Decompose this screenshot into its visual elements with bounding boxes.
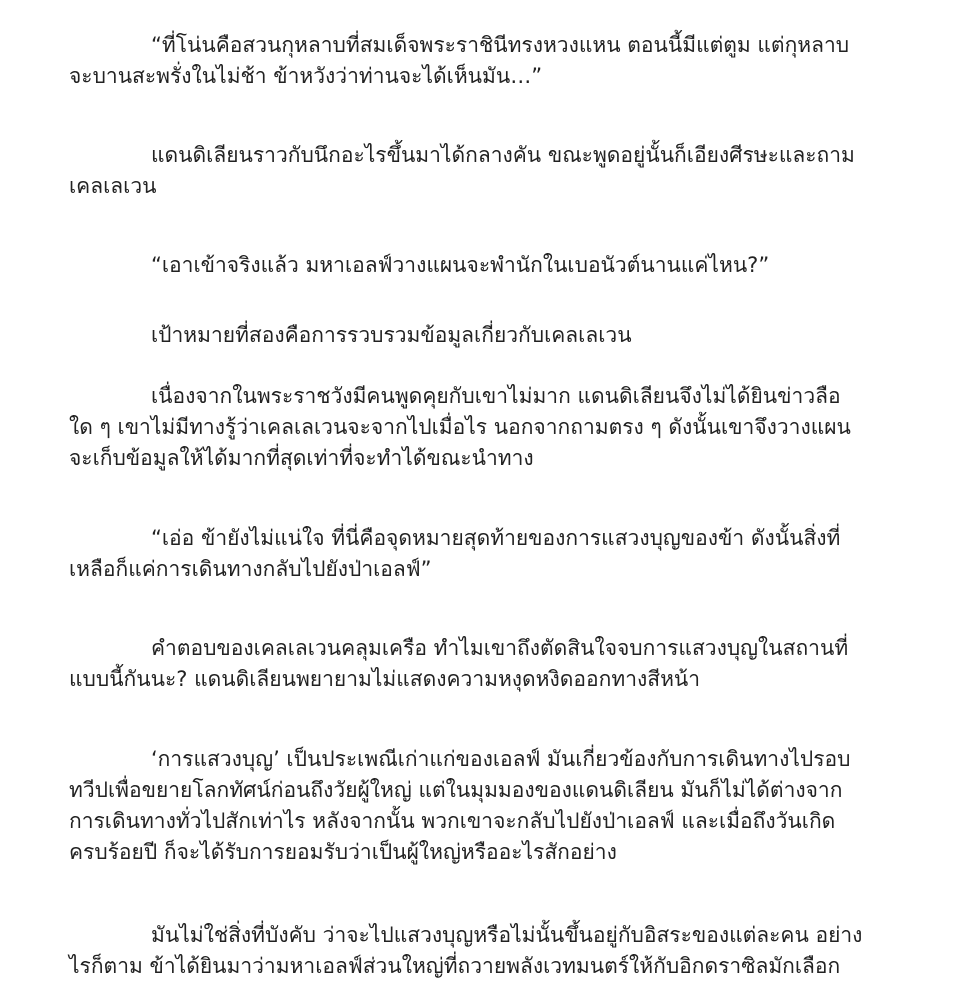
text-line: การเดินทางทั่วไปสักเท่าไร หลังจากนั้น พวกเขาจะกลับไปยังป่าเอลฟ์ และเมื่อถึงวันเกิด — [69, 809, 836, 833]
text-line: จะเก็บข้อมูลให้ได้มากที่สุดเท่าที่จะทำได้ขณะนำทาง — [69, 446, 534, 470]
paragraph-not-mandatory — [69, 920, 929, 982]
paragraph-kellevan-answer — [69, 523, 929, 585]
paragraph-dandelion-asks — [69, 140, 929, 202]
text-line: แบบนี้กันนะ? แดนดิเลียนพยายามไม่แสดงความหงุดหงิดออกทางสีหน้า — [69, 667, 701, 691]
text-line: ‘การแสวงบุญ’ เป็นประเพณีเก่าแก่ของเอลฟ์ มันเกี่ยวข้องกับการเดินทางไปรอบ — [151, 747, 851, 771]
text-line: เป้าหมายที่สองคือการรวบรวมข้อมูลเกี่ยวกับเคลเลเวน — [151, 323, 632, 347]
text-line: “ที่โน่นคือสวนกุหลาบที่สมเด็จพระราชินีทรงหวงแหน ตอนนี้มีแต่ตูม แต่กุหลาบ — [151, 33, 850, 57]
paragraph-vague-answer — [69, 633, 929, 695]
paragraph-question — [69, 250, 929, 281]
text-line: เหลือก็แค่การเดินทางกลับไปยังป่าเอลฟ์” — [69, 557, 432, 581]
text-line: เนื่องจากในพระราชวังมีคนพูดคุยกับเขาไม่มาก แดนดิเลียนจึงไม่ได้ยินข่าวลือ — [151, 384, 841, 408]
paragraph-rose-garden — [69, 30, 929, 92]
text-line: คำตอบของเคลเลเวนคลุมเครือ ทำไมเขาถึงตัดสินใจจบการแสวงบุญในสถานที่ — [151, 636, 849, 660]
text-line: เคลเลเวน — [69, 174, 157, 198]
text-line: มันไม่ใช่สิ่งที่บังคับ ว่าจะไปแสวงบุญหรือไม่นั้นขึ้นอยู่กับอิสระของแต่ละคน อย่าง — [151, 923, 863, 947]
text-line: ไรก็ตาม ข้าได้ยินมาว่ามหาเอลฟ์ส่วนใหญ่ที่ถวายพลังเวทมนตร์ให้กับอิกดราซิลมักเลือก — [69, 954, 841, 978]
text-line: ทวีปเพื่อขยายโลกทัศน์ก่อนถึงวัยผู้ใหญ่ แต่ในมุมมองของแดนดิเลียน มันก็ไม่ได้ต่างจาก — [69, 778, 843, 802]
text-line: “เอ่อ ข้ายังไม่แน่ใจ ที่นี่คือจุดหมายสุดท้ายของการแสวงบุญของข้า ดังนั้นสิ่งที่ — [151, 526, 841, 550]
paragraph-palace-rumors — [69, 381, 929, 474]
paragraph-pilgrimage-tradition — [69, 744, 929, 868]
text-line: “เอาเข้าจริงแล้ว มหาเอลฟ์วางแผนจะพำนักในเบอนัวต์นานแค่ไหน?” — [151, 253, 770, 277]
paragraph-second-goal — [69, 320, 929, 351]
text-line: ใด ๆ เขาไม่มีทางรู้ว่าเคลเลเวนจะจากไปเมื่อไร นอกจากถามตรง ๆ ดังนั้นเขาจึงวางแผน — [69, 415, 851, 439]
text-line: แดนดิเลียนราวกับนึกอะไรขึ้นมาได้กลางคัน ขณะพูดอยู่นั้นก็เอียงศีรษะและถาม — [151, 143, 855, 167]
text-line: ครบร้อยปี ก็จะได้รับการยอมรับว่าเป็นผู้ใหญ่หรืออะไรสักอย่าง — [69, 840, 617, 864]
text-line: จะบานสะพรั่งในไม่ช้า ข้าหวังว่าท่านจะได้เห็นมัน…” — [69, 64, 543, 88]
